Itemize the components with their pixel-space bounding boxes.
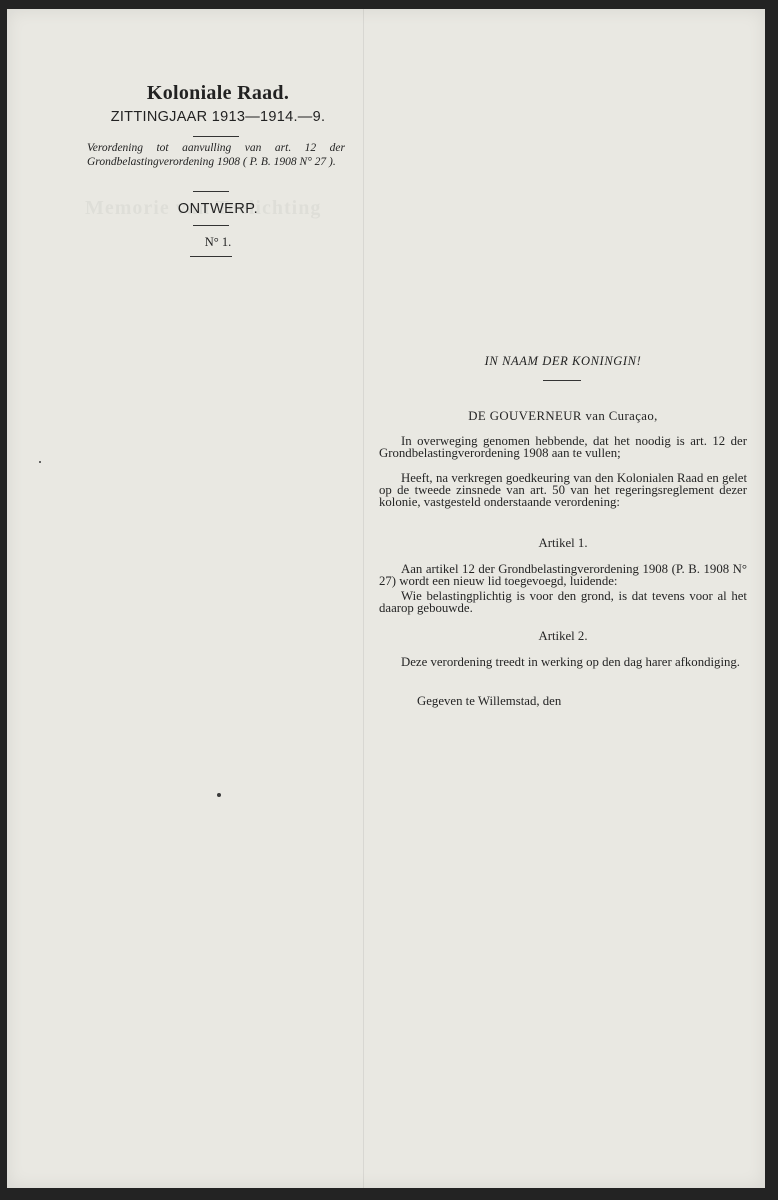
invocation: IN NAAM DER KONINGIN! [484,354,642,368]
article-1-heading: Artikel 1. [538,536,588,550]
article-2-heading: Artikel 2. [538,629,588,643]
ordinance-subject: Verordening tot aanvulling van art. 12 der Grondbelastingverordening 1908 ( P. B. 1908 N° 27 ). [87,142,345,168]
council-title: Koloniale Raad. [146,82,290,104]
article-1-text: Aan artikel 12 der Grondbelastingverordening 1908 (P. B. 1908 N° 27) wordt een nieuw lid toegevoegd, luidende: [379,562,747,589]
ink-speck [217,793,221,797]
governor-line: DE GOUVERNEUR van Curaçao, [468,409,658,423]
considering-paragraph: In overweging genomen hebbende, dat het noodig is art. 12 der Grondbelastingverordening 1908 aan te vullen; [379,434,747,461]
divider [543,380,581,381]
given-at-line: Gegeven te Willemstad, den [417,694,562,708]
ink-speck [39,461,41,463]
article-2-text: Deze verordening treedt in werking op den dag harer afkondiging. [401,655,740,669]
divider [193,136,239,137]
divider [193,191,229,192]
divider [190,256,232,257]
draft-number: N° 1. [204,235,232,249]
draft-label: ONTWERP. [177,201,259,217]
approval-paragraph: Heeft, na verkregen goedkeuring van den Kolonialen Raad en gelet op de tweede zinsnede van art. 50 van het regeringsreglement dezer kolonie, vastgesteld onderstaande verordening: [379,471,747,510]
session-year: ZITTINGJAAR 1913—1914.—9. [110,109,326,125]
divider [193,225,229,226]
document-page [7,9,765,1188]
article-1-quote: Wie belastingplichtig is voor den grond, is dat tevens voor al het daarop gebouwde. [379,589,747,616]
page-fold-line [363,9,364,1188]
